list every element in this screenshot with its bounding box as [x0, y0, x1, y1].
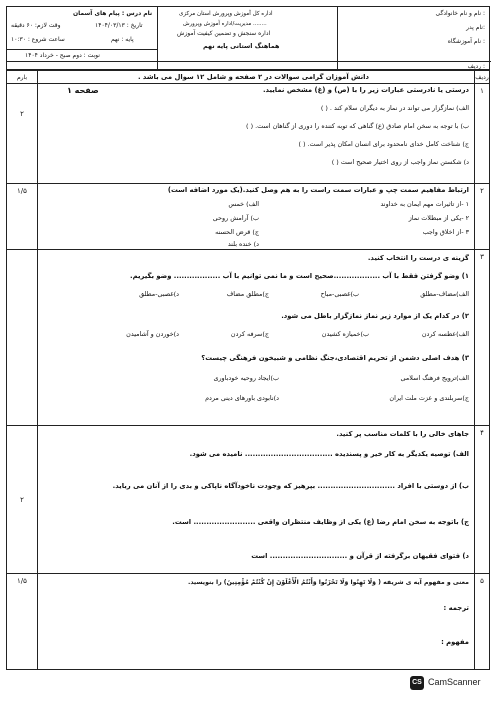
right-item-1: ۱ -از تاثیرات مهم ایمان به خداوند	[380, 200, 469, 208]
question-5	[6, 574, 490, 670]
intro-row	[6, 70, 490, 84]
question-3	[6, 250, 490, 426]
school-field: نام آموزشگاه :	[447, 38, 485, 45]
exam-page	[6, 6, 490, 670]
question-number: ۲	[474, 184, 489, 249]
question-score	[7, 250, 38, 425]
option-d: د)خوردن و آشامیدن	[126, 330, 179, 338]
sub-question-3: ۳) هدف اصلی دشمن از تحریم اقتصادی،جنگ نظامی و شبیخون فرهنگی چیست؟	[201, 354, 469, 362]
option-c: ج)سربلندی و عزت ملت ایران	[389, 394, 469, 402]
page-label: صفحه ۱	[67, 86, 99, 95]
sub-question-1: ۱) وضو گرفتن فقط با آب ..................صحیح است و ما نمی توانیم با آب .................. وضو بگیریم.	[130, 272, 469, 280]
option-d: د)غصبی-مطلق	[139, 290, 179, 298]
option-a: الف)ترویج فرهنگ اسلامی	[400, 374, 469, 382]
grade-field: پایه : نهم	[111, 36, 134, 43]
camscanner-logo: CS	[410, 676, 424, 690]
blank-c: ج) باتوجه به سخن امام رضا (ع) یکی از وظایف منتظران واقعی ........................ است.	[172, 518, 469, 526]
question-number: ۳	[474, 250, 489, 425]
item-b: ب) با توجه به سخن امام صادق (ع) گناهی که توبه کننده را دوری از گناهان است. ( )	[246, 122, 469, 130]
session-field: نوبت : دوم صبح - خرداد ۱۴۰۴	[25, 52, 100, 59]
left-item-1: الف) خمس	[228, 200, 259, 208]
left-item-2: ب) آرامش روحی	[212, 214, 259, 222]
question-number: ۵	[474, 574, 489, 669]
question-score: ۲	[7, 426, 38, 573]
translation-label: ترجمه :	[443, 604, 469, 612]
question-number: ۴	[474, 426, 489, 573]
question-1	[6, 84, 490, 184]
option-c: ج)سرفه کردن	[230, 330, 269, 338]
meaning-label: مفهوم :	[441, 638, 469, 646]
subject-field: نام درس : پیام های آسمان	[73, 10, 153, 17]
blank-d: د) فتوای فقیهان برگرفته از قرآن و .............................. است	[251, 552, 469, 560]
question-score: ۲	[7, 84, 38, 183]
left-item-3: ج) قرض الحسنه	[215, 228, 259, 236]
option-a: الف)عطسه کردن	[421, 330, 469, 338]
question-title: ارتباط مفاهیم سمت چپ و عبارات سمت راست را به هم وصل کنید.(یک مورد اضافه است)	[167, 186, 469, 194]
option-c: ج)مطلق مضاف	[226, 290, 269, 298]
org-line-2: مدیریت/اداره آموزش وپرورش ........	[183, 21, 267, 27]
right-item-2: ۲ -یکی از مبطلات نماز	[408, 214, 469, 222]
date-field: تاریخ : ۱۴۰۴/۰۳/۱۳	[95, 22, 143, 29]
option-b: ب)ایجاد روحیه خودباوری	[213, 374, 279, 382]
exam-title: هماهنگ استانی پایه نهم	[203, 42, 280, 50]
intro-text: دانش آموزان گرامی سوالات در ۲ صفحه و شامل ۱۲ سوال می باشد .	[137, 73, 369, 81]
camscanner-brand: CamScanner	[428, 677, 481, 687]
blank-a: الف) توصیه یکدیگر به کار خیر و پسندیده .................................. نامیده می شود.	[189, 450, 469, 458]
option-d: د)نابودی باورهای دینی مردم	[205, 394, 279, 402]
item-c: ج) شناخت کامل خدای نامحدود برای انسان امکان پذیر است. ( )	[298, 140, 469, 148]
question-title: گزینه ی درست را انتخاب کنید.	[367, 254, 469, 262]
row-label: ردیف	[474, 71, 489, 83]
question-title: معنی و مفهوم آیه ی شریفه ( وَلَا تَهِنُوا وَلَا تَحْزَنُوا وَأَنْتُمُ الْأَعْلَوْنَ إِنْ كُنْتُمْ مُؤْمِنِينَ) را بنویسید.	[188, 579, 469, 586]
question-4	[6, 426, 490, 574]
duration-field: وقت لازم: ۶۰ دقیقه	[11, 22, 61, 29]
question-title: جاهای خالی را با کلمات مناسب پر کنید.	[336, 430, 469, 438]
question-title: درستی یا نادرستی عبارات زیر را با (ص) و (غ) مشخص نمایید.	[262, 86, 469, 94]
item-a: الف) نمازگزار می تواند در نماز به دیگران سلام کند . ( )	[320, 104, 469, 112]
question-score: ۱/۵	[7, 184, 38, 249]
item-d: د) شکستن نماز واجب از روی اختیار صحیح است ( )	[331, 158, 469, 166]
org-line-3: اداره سنجش و تضمین کیفیت آموزش	[177, 30, 271, 37]
start-time-field: ساعت شروع : ۱۰:۳۰	[11, 36, 65, 43]
org-line-1: اداره کل آموزش وپرورش استان مرکزی	[179, 11, 273, 17]
right-item-3: ۳ -از اخلاق واجب	[422, 228, 469, 236]
option-a: الف)مضاف-مطلق	[420, 290, 469, 298]
sub-question-2: ۲) در کدام یک از موارد زیر نماز نمازگزار باطل می شود.	[281, 312, 469, 320]
student-name-field: نام و نام خانوادگی :	[435, 10, 485, 17]
question-score: ۱/۵	[7, 574, 38, 669]
left-item-4: د) خنده بلند	[227, 240, 259, 248]
father-name-field: نام پدر:	[466, 24, 485, 31]
seat-field: ردیف :	[467, 63, 485, 70]
option-b: ب)خمیازه کشیدن	[321, 330, 369, 338]
question-number: ۱	[474, 84, 489, 183]
option-b: ب)غصبی-مباح	[320, 290, 359, 298]
blank-b: ب) از دوستی با افراد .............................. بپرهیز که وجودت ناخودآگاه ناپاکی و بدی را از آنان می رباید.	[112, 482, 469, 490]
question-2	[6, 184, 490, 250]
score-label: بارم	[7, 71, 38, 83]
exam-header	[6, 6, 490, 70]
